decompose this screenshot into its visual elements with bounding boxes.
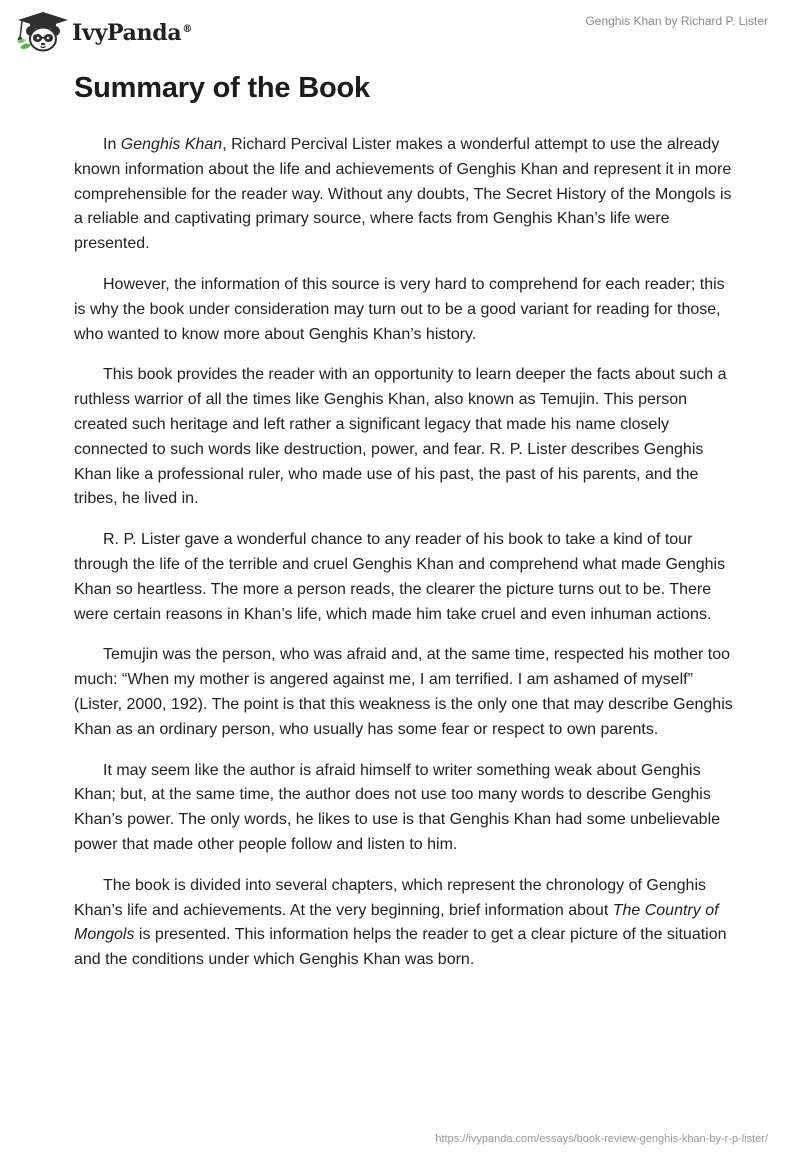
brand-name-text: IvyPanda	[72, 20, 182, 46]
panda-graduate-icon	[12, 8, 70, 54]
paragraph-2: However, the information of this source is very hard to comprehend for each reader; this is why the book under consideration may turn out to be a good variant for reading for those, who wanted to know more about Genghis Khan’s history.	[74, 275, 725, 343]
essay-body	[74, 133, 734, 989]
paragraph-7-lead: The book is divided into several chapters, which represent the chronology of Genghis Khan’s life and achievements. At the very beginning, brief information about	[74, 876, 707, 919]
paragraph-3: This book provides the reader with an opportunity to learn deeper the facts about such a ruthless warrior of all the times like Genghis Khan, also known as Temujin. This person created such heritage and left rather a significant legacy that made his name closely connected to such words like destruction, power, and fear. R. P. Lister describes Genghis Khan like a professional ruler, who made use of his past, the past of his parents, and the tribes, he lived in.	[74, 366, 727, 508]
chapter-title-italic: The Country of Mongols	[74, 901, 719, 944]
book-title-italic: Genghis Khan	[120, 136, 223, 153]
source-url[interactable]: https://ivypanda.com/essays/book-review-genghis-khan-by-r-p-lister/	[435, 1133, 768, 1145]
page-header	[0, 0, 800, 60]
ivypanda-logo[interactable]	[12, 8, 192, 54]
paragraph-5: Temujin was the person, who was afraid and, at the same time, respected his mother too much: “When my mother is angered against me, I am terrified. I am ashamed of myself” (Lister, 2000, 192). The point is that this weakness is the only one that may describe Genghis Khan as an ordinary person, who usually has some fear or respect to own parents.	[74, 646, 733, 738]
paragraph-6: It may seem like the author is afraid himself to writer something weak about Genghis Khan; but, at the same time, the author does not use too many words to describe Genghis Khan’s power. The only words, he likes to use is that Genghis Khan had some unbelievable power that made other people follow and listen to him.	[74, 761, 721, 853]
paragraph-1	[74, 133, 734, 257]
section-heading: Summary of the Book	[74, 72, 370, 104]
paragraph-7	[74, 874, 734, 973]
brand-name	[72, 20, 192, 46]
paragraph-1-lead: In	[103, 136, 121, 153]
paragraph-4: R. P. Lister gave a wonderful chance to any reader of his book to take a kind of tour through the life of the terrible and cruel Genghis Khan and comprehend what made Genghis Khan so heartless. The more a person reads, the clearer the picture turns out to be. There were certain reasons in Khan’s life, which made him take cruel and even inhuman actions.	[74, 531, 726, 623]
paragraph-1-rest: , Richard Percival Lister makes a wonderful attempt to use the already known information about the life and achievements of Genghis Khan and represent it in more comprehensible for the reader way. Without any doubts, The Secret History of the Mongols is a reliable and captivating primary source, where facts from Genghis Khan’s life were presented.	[74, 136, 732, 253]
paragraph-7-rest: is presented. This information helps the reader to get a clear picture of the situation and the conditions under which Genghis Khan was born.	[74, 926, 727, 969]
document-title: Genghis Khan by Richard P. Lister	[585, 14, 768, 28]
registered-mark: ®	[182, 23, 193, 35]
